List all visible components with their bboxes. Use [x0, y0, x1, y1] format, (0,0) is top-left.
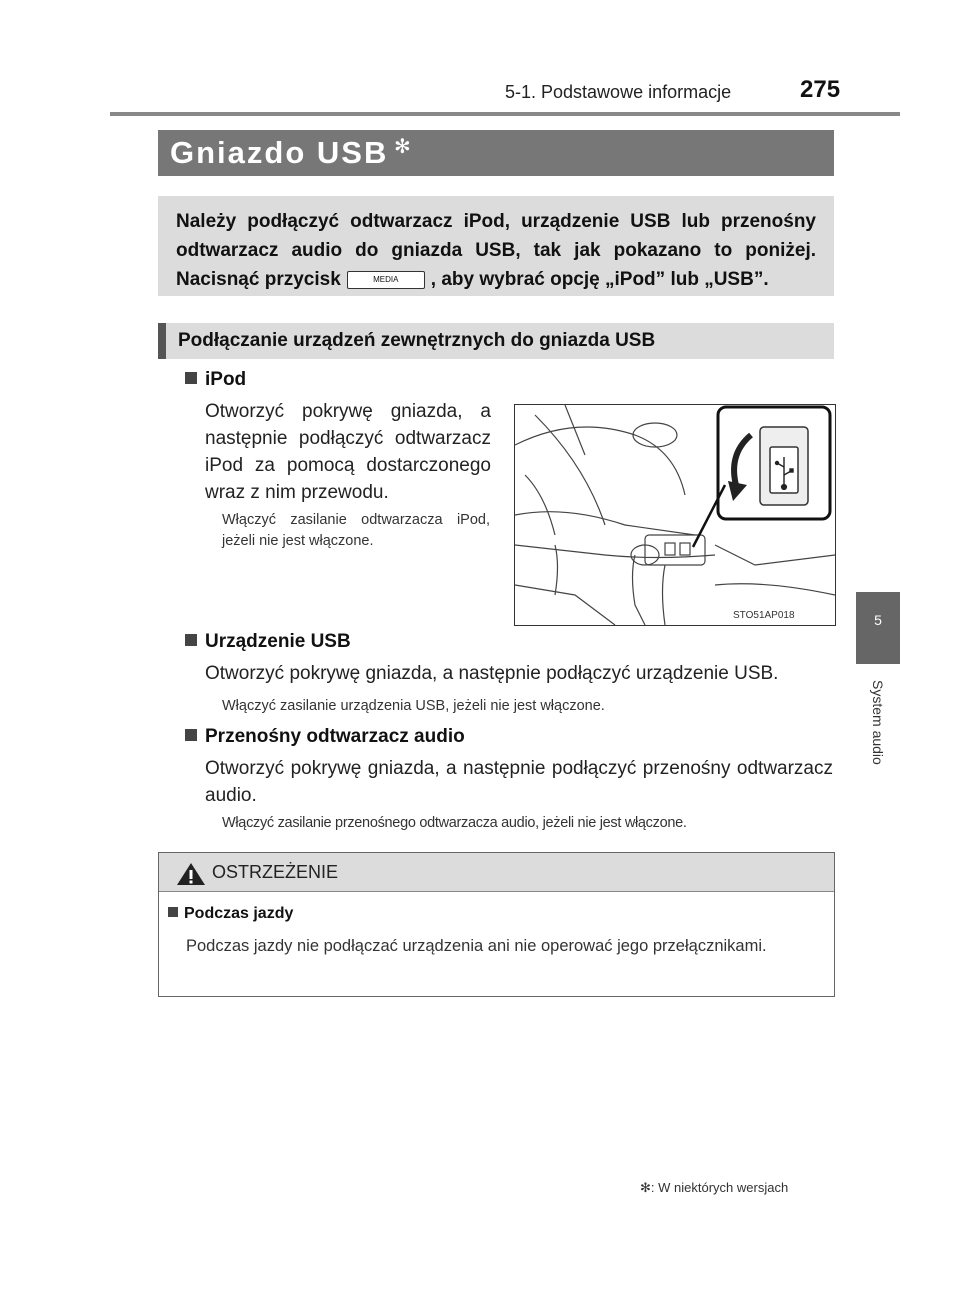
chapter-tab	[856, 592, 900, 664]
subheading-accent	[158, 323, 166, 359]
item-note-usb: Włączyć zasilanie urządzenia USB, jeżeli nie jest włączone.	[222, 698, 605, 714]
item-body-ipod: Otworzyć pokrywę gniazda, a następnie podłączyć odtwarzacz iPod za pomocą dostarczonego wraz z nim przewodu.	[205, 401, 491, 503]
running-header-section: 5-1. Podstawowe informacje	[505, 82, 732, 102]
page-number: 275	[800, 76, 841, 103]
item-heading-portable: Przenośny odtwarzacz audio	[185, 726, 465, 748]
media-button-icon: MEDIA	[347, 271, 425, 289]
square-bullet-icon	[185, 372, 197, 384]
car-console-drawing	[515, 405, 835, 625]
chapter-label: System audio	[870, 680, 886, 765]
footnote-text: : W niektórych wersjach	[650, 1180, 789, 1195]
intro-text	[176, 207, 816, 294]
warning-title: OSTRZEŻENIE	[212, 862, 339, 882]
warning-heading: Podczas jazdy	[168, 905, 293, 923]
square-bullet-icon	[168, 907, 178, 917]
item-body-usb: Otworzyć pokrywę gniazda, a następnie podłączyć urządzenie USB.	[205, 663, 779, 684]
title-footnote-star: ✻	[394, 136, 411, 158]
header-rule	[110, 112, 900, 116]
page-title: Gniazdo USB	[170, 135, 389, 170]
intro-part2: , aby wybrać opcję „iPod” lub „USB”.	[430, 269, 769, 290]
item-note-portable: Włączyć zasilanie przenośnego odtwarzacza audio, jeżeli nie jest włączone.	[222, 815, 687, 831]
warning-triangle-icon	[176, 862, 206, 886]
usb-socket-illustration	[514, 404, 836, 626]
figure-code: STO51AP018	[733, 610, 795, 621]
square-bullet-icon	[185, 634, 197, 646]
footnote-star: ✻	[640, 1180, 651, 1195]
chapter-number: 5	[874, 612, 882, 628]
item-heading-usb: Urządzenie USB	[185, 631, 351, 653]
warning-body: Podczas jazdy nie podłączać urządzenia ani nie operować jego przełącznikami.	[186, 937, 767, 955]
square-bullet-icon	[185, 729, 197, 741]
intro-part1: Należy podłączyć odtwarzacz iPod, urządzenie USB lub przenośny odtwarzacz audio do gniazda USB, tak jak pokazano to poniżej. Nacisnąć przycisk	[176, 211, 816, 290]
footnote	[640, 1180, 788, 1196]
item-note-ipod: Włączyć zasilanie odtwarzacza iPod, jeżeli nie jest włączone.	[222, 512, 490, 549]
subheading: Podłączanie urządzeń zewnętrznych do gniazda USB	[178, 330, 656, 351]
item-body-portable: Otworzyć pokrywę gniazda, a następnie podłączyć przenośny odtwarzacz audio.	[205, 758, 833, 806]
item-heading-ipod: iPod	[185, 369, 246, 391]
